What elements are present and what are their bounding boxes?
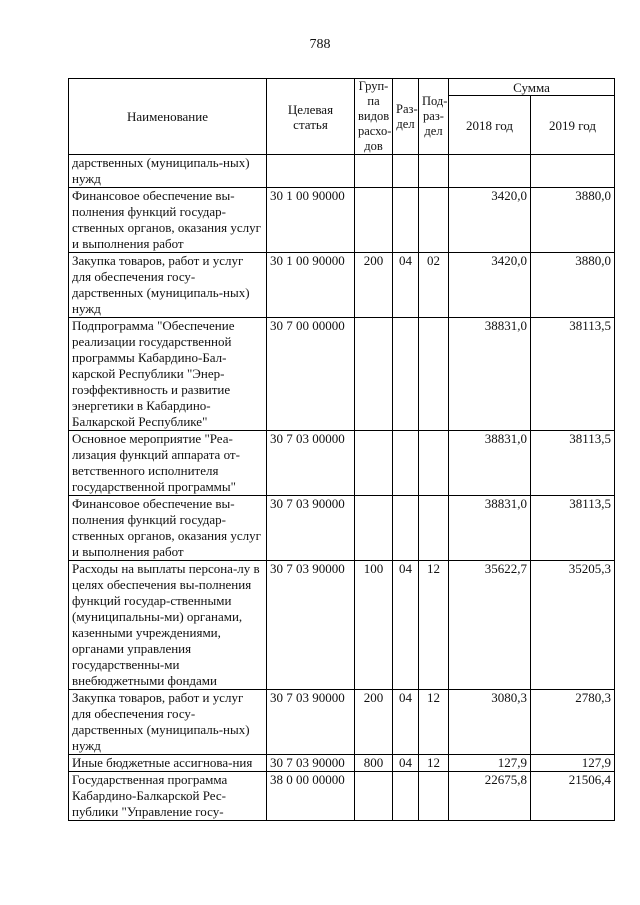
- table-row: [69, 755, 615, 772]
- row-amount-2018-cell: 38831,0: [449, 496, 531, 561]
- row-target-article-cell: 30 1 00 90000: [267, 253, 355, 318]
- row-target-article-cell: 30 7 03 90000: [267, 561, 355, 690]
- header-subsection: Под-раз-дел: [419, 79, 449, 155]
- row-name-cell: Основное мероприятие "Реа-лизация функций аппарата от-ветственного исполнителя государственной программы": [69, 431, 267, 496]
- row-expense-group-cell: 800: [355, 755, 393, 772]
- table-row: [69, 155, 615, 188]
- row-name-cell: Финансовое обеспечение вы-полнения функций государ-ственных органов, оказания услуг и выполнения работ: [69, 496, 267, 561]
- header-year-2018: 2018 год: [449, 96, 531, 155]
- row-amount-2018-cell: 3080,3: [449, 690, 531, 755]
- row-expense-group-cell: 100: [355, 561, 393, 690]
- row-section-cell: 04: [393, 561, 419, 690]
- row-amount-2019-cell: [531, 155, 615, 188]
- row-amount-2019-cell: 38113,5: [531, 318, 615, 431]
- table-row: [69, 431, 615, 496]
- row-amount-2018-cell: 22675,8: [449, 772, 531, 821]
- row-section-cell: [393, 772, 419, 821]
- row-expense-group-cell: [355, 155, 393, 188]
- row-target-article-cell: 30 7 03 00000: [267, 431, 355, 496]
- table-row: [69, 188, 615, 253]
- table-row: [69, 253, 615, 318]
- row-target-article-cell: [267, 155, 355, 188]
- row-amount-2019-cell: 35205,3: [531, 561, 615, 690]
- row-expense-group-cell: [355, 772, 393, 821]
- row-name-cell: Закупка товаров, работ и услуг для обеспечения госу-дарственных (муниципаль-ных) нужд: [69, 690, 267, 755]
- header-year-2019: 2019 год: [531, 96, 615, 155]
- header-section: Раз-дел: [393, 79, 419, 155]
- row-subsection-cell: [419, 496, 449, 561]
- row-section-cell: [393, 155, 419, 188]
- row-subsection-cell: [419, 431, 449, 496]
- row-amount-2019-cell: 127,9: [531, 755, 615, 772]
- table-row: [69, 496, 615, 561]
- row-subsection-cell: [419, 155, 449, 188]
- row-subsection-cell: [419, 188, 449, 253]
- row-name-cell: Подпрограмма "Обеспечение реализации государственной программы Кабардино-Бал-карской Республики "Энер-гоэффективность и развитие энергетики в Кабардино-Балкарской Республике": [69, 318, 267, 431]
- row-section-cell: [393, 188, 419, 253]
- row-amount-2018-cell: 38831,0: [449, 318, 531, 431]
- row-subsection-cell: 02: [419, 253, 449, 318]
- row-target-article-cell: 30 1 00 90000: [267, 188, 355, 253]
- row-subsection-cell: 12: [419, 755, 449, 772]
- row-section-cell: 04: [393, 690, 419, 755]
- row-subsection-cell: [419, 318, 449, 431]
- row-target-article-cell: 30 7 03 90000: [267, 496, 355, 561]
- row-amount-2019-cell: 21506,4: [531, 772, 615, 821]
- header-target-article: Целевая статья: [267, 79, 355, 155]
- row-expense-group-cell: 200: [355, 253, 393, 318]
- row-name-cell: Расходы на выплаты персона-лу в целях обеспечения вы-полнения функций государ-ственными (муниципальны-ми) органами, казенными учреждениями, органами управления государственны-ми внебюджетными фондами: [69, 561, 267, 690]
- row-section-cell: [393, 496, 419, 561]
- row-expense-group-cell: [355, 188, 393, 253]
- row-amount-2019-cell: 38113,5: [531, 431, 615, 496]
- row-amount-2018-cell: 35622,7: [449, 561, 531, 690]
- row-name-cell: дарственных (муниципаль-ных) нужд: [69, 155, 267, 188]
- table-row: [69, 690, 615, 755]
- table-row: [69, 318, 615, 431]
- row-amount-2018-cell: 127,9: [449, 755, 531, 772]
- table-body: [69, 155, 615, 821]
- table-row: [69, 772, 615, 821]
- row-name-cell: Закупка товаров, работ и услуг для обеспечения госу-дарственных (муниципаль-ных) нужд: [69, 253, 267, 318]
- row-amount-2019-cell: 3880,0: [531, 188, 615, 253]
- row-subsection-cell: 12: [419, 561, 449, 690]
- row-name-cell: Иные бюджетные ассигнова-ния: [69, 755, 267, 772]
- row-amount-2018-cell: 38831,0: [449, 431, 531, 496]
- row-subsection-cell: 12: [419, 690, 449, 755]
- row-amount-2018-cell: [449, 155, 531, 188]
- row-expense-group-cell: 200: [355, 690, 393, 755]
- row-amount-2018-cell: 3420,0: [449, 253, 531, 318]
- row-name-cell: Финансовое обеспечение вы-полнения функций государ-ственных органов, оказания услуг и выполнения работ: [69, 188, 267, 253]
- page-number: 788: [309, 37, 331, 52]
- budget-table: [68, 78, 615, 821]
- row-section-cell: [393, 431, 419, 496]
- header-amount: Сумма: [449, 79, 615, 96]
- row-target-article-cell: 30 7 00 00000: [267, 318, 355, 431]
- row-subsection-cell: [419, 772, 449, 821]
- header-name: Наименование: [69, 79, 267, 155]
- row-target-article-cell: 30 7 03 90000: [267, 755, 355, 772]
- table-row: [69, 561, 615, 690]
- header-expense-group: Груп-па видов расхо-дов: [355, 79, 393, 155]
- row-amount-2019-cell: 38113,5: [531, 496, 615, 561]
- row-target-article-cell: 38 0 00 00000: [267, 772, 355, 821]
- row-target-article-cell: 30 7 03 90000: [267, 690, 355, 755]
- row-expense-group-cell: [355, 496, 393, 561]
- row-amount-2018-cell: 3420,0: [449, 188, 531, 253]
- row-section-cell: 04: [393, 253, 419, 318]
- row-amount-2019-cell: 3880,0: [531, 253, 615, 318]
- row-section-cell: [393, 318, 419, 431]
- row-name-cell: Государственная программа Кабардино-Балкарской Рес-публики "Управление госу-: [69, 772, 267, 821]
- row-amount-2019-cell: 2780,3: [531, 690, 615, 755]
- row-expense-group-cell: [355, 318, 393, 431]
- row-section-cell: 04: [393, 755, 419, 772]
- row-expense-group-cell: [355, 431, 393, 496]
